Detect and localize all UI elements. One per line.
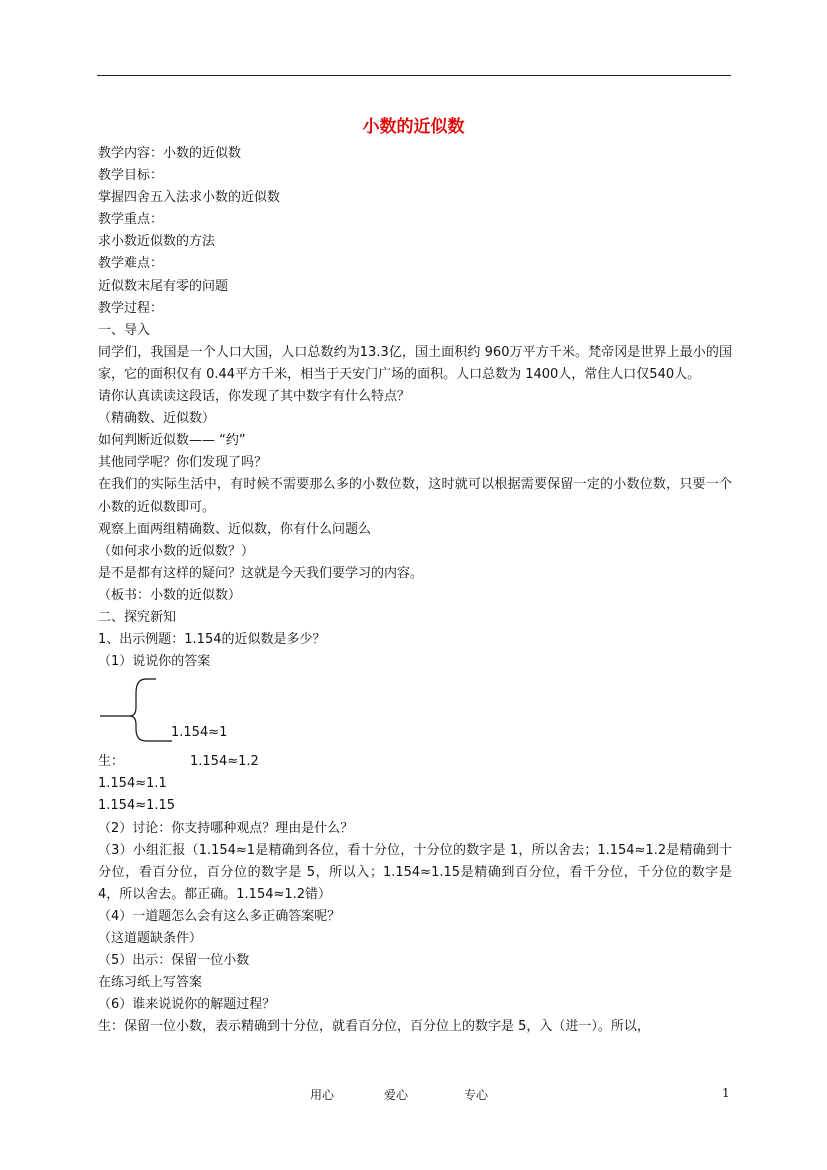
- text-line: 其他同学呢？你们发现了吗？: [98, 455, 268, 471]
- text-line: 教学内容：小数的近似数: [98, 146, 242, 161]
- text-line: 近似数末尾有零的问题: [98, 278, 229, 294]
- text-line: 在练习纸上写答案: [98, 975, 203, 991]
- text-line: （如何求小数的近似数？）: [98, 543, 255, 559]
- text-line: 二、探究新知: [98, 609, 177, 625]
- brace-diagram: [98, 673, 732, 751]
- page-title: 小数的近似数: [362, 117, 465, 137]
- text-line: 观察上面两组精确数、近似数，你有什么问题么: [98, 521, 372, 537]
- diagram-label: 1.154≈1: [171, 725, 228, 741]
- text-line: （5）出示：保留一位小数: [98, 953, 250, 969]
- life-paragraph: 在我们的实际生活中，有时候不需要那么多的小数位数，这时就可以根据需要保留一定的小数位数，只要一个小数的近似数即可。: [98, 477, 732, 515]
- text-line: （4）一道题怎么会有这么多正确答案呢？: [98, 908, 341, 924]
- student-answer: 1.154≈1.2: [190, 754, 259, 770]
- text-line: 掌握四舍五入法求小数的近似数: [98, 190, 281, 206]
- text-line: 请你认真读读这段话，你发现了其中数字有什么特点？: [98, 389, 411, 405]
- student-answer-line: [98, 751, 732, 773]
- report-paragraph: （3）小组汇报（1.154≈1是精确到各位，看十分位，十分位的数字是 1，所以舍去；1.154≈1.2是精确到十分位，看百分位，百分位的数字是 5，所以入；1.154≈1.15是精确到百分位，看千分位，千分位的数字是 4，所以舍去。都正确。1.154≈1.2错）: [98, 842, 732, 902]
- text-line: 1.154≈1.15: [98, 798, 176, 814]
- text-line: （2）讨论：你支持哪种观点？理由是什么？: [98, 820, 354, 836]
- text-line: 求小数近似数的方法: [98, 234, 216, 250]
- text-line: （这道题缺条件）: [98, 931, 203, 946]
- text-line: 1.154≈1.1: [98, 776, 167, 792]
- text-line: 生：保留一位小数，表示精确到十分位，就看百分位，百分位上的数字是 5，入（进一）。所以，: [98, 1019, 650, 1035]
- text-line: 教学过程：: [98, 300, 164, 316]
- footer-motto: 专心: [464, 1088, 489, 1102]
- text-line: 一、导入: [98, 322, 151, 338]
- page-number: 1: [722, 1086, 730, 1100]
- header-rule: [97, 75, 731, 76]
- text-line: （精确数、近似数）: [98, 411, 216, 427]
- intro-paragraph: 同学们，我国是一个人口大国，人口总数约为13.3亿，国土面积约 960万平方千米。梵帝冈是世界上最小的国家，它的面积仅有 0.44平方千米，相当于天安门广场的面积。人口总数为 1400人，常住人口仅540人。: [98, 344, 732, 382]
- text-line: （板书：小数的近似数）: [98, 587, 242, 603]
- text-line: （6）谁来说说你的解题过程？: [98, 997, 276, 1013]
- text-line: 如何判断近似数—— “约”: [98, 433, 246, 449]
- document-body: [98, 143, 732, 1038]
- section-meta: [98, 143, 732, 342]
- footer-motto: 爱心: [384, 1088, 409, 1102]
- text-line: 是不是都有这样的疑问？这就是今天我们要学习的内容。: [98, 565, 424, 581]
- text-line: （1）说说你的答案: [98, 654, 211, 670]
- text-line: 教学重点：: [98, 212, 164, 228]
- student-label: 生：: [98, 754, 125, 770]
- text-line: 教学目标：: [98, 168, 164, 184]
- text-line: 1、出示例题：1.154的近似数是多少？: [98, 632, 326, 648]
- text-line: 教学难点：: [98, 256, 164, 272]
- footer-motto: 用心: [310, 1088, 335, 1102]
